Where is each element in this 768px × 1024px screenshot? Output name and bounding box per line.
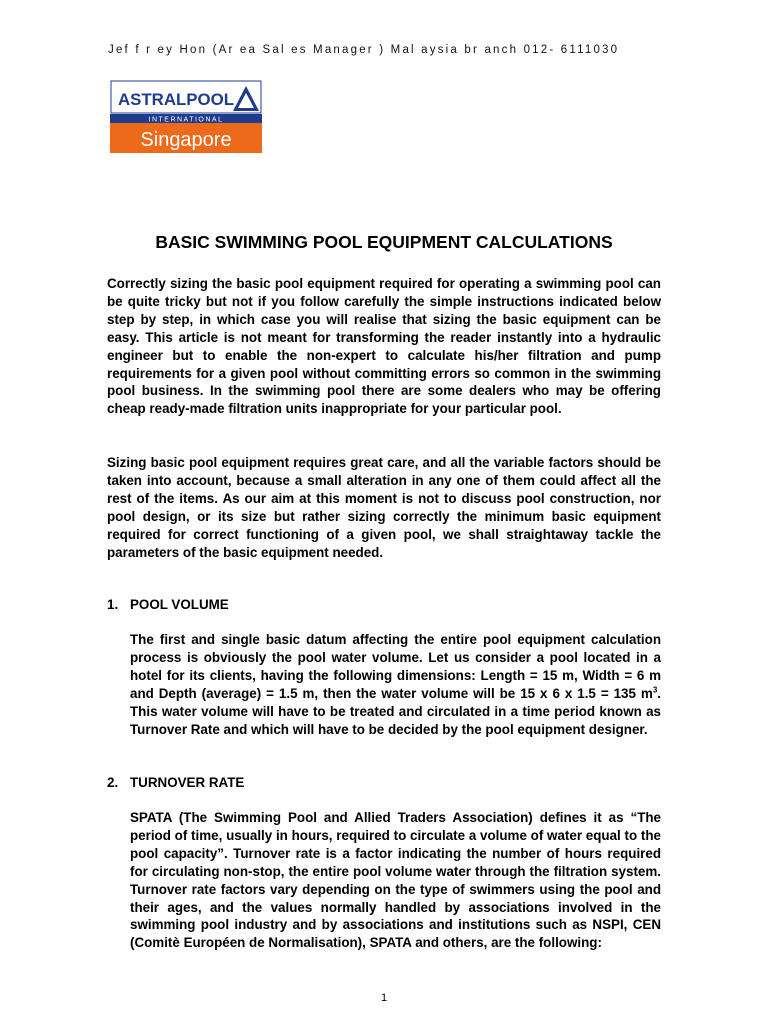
- section-heading-pool-volume: [107, 597, 229, 612]
- cubic-superscript: 3: [652, 685, 658, 695]
- header-contact-line: Jef f r ey Hon (Ar ea Sal es Manager ) Mal aysia br anch 012- 6111030: [108, 44, 620, 56]
- pool-volume-text: The first and single basic datum affecting the entire pool equipment calculation process is obviously the pool water volume. Let us consider a pool located in a hotel for its clients, having the following dimensions: Length = 15 m, Width = 6 m and Depth (average) = 1.5 m, then the water volume will be 15 x 6 x 1.5 = 135 m: [130, 632, 661, 701]
- pool-volume-text-continued: . This water volume will have to be treated and circulated in a time period known as Turnover Rate and which will have to be decided by the pool equipment designer.: [130, 685, 661, 737]
- intro-paragraph-1: Correctly sizing the basic pool equipment required for operating a swimming pool can be quite tricky but not if you follow carefully the simple instructions indicated below step by step, in which case you will realise that sizing the basic equipment can be easy. This article is not meant for transforming the reader instantly into a hydraulic engineer but to enable the non-expert to calculate his/her filtration and pump requirements for a given pool without committing errors so common in the swimming pool business. In the swimming pool there are some dealers who may be offering cheap ready-made filtration units inappropriate for your particular pool.: [107, 276, 661, 417]
- page-number: 1: [380, 992, 388, 1004]
- pool-volume-paragraph: [130, 631, 661, 738]
- logo-subtitle: INTERNATIONAL: [148, 116, 224, 124]
- section-title: TURNOVER RATE: [130, 775, 245, 790]
- intro-paragraph-2: Sizing basic pool equipment requires great care, and all the variable factors should be taken into account, because a small alteration in any one of them could affect all the rest of the items. As our aim at this moment is not to discuss pool construction, nor pool design, or its size but rather sizing correctly the minimum basic equipment required for correct functioning of a given pool, we shall straightaway tackle the parameters of the basic equipment needed.: [107, 455, 661, 560]
- astralpool-logo: [110, 80, 262, 153]
- turnover-rate-paragraph: SPATA (The Swimming Pool and Allied Traders Association) defines it as “The period of time, usually in hours, required to circulate a volume of water equal to the pool capacity”. Turnover rate is a factor indicating the number of hours required for circulating non-stop, the entire pool volume water through the filtration system. Turnover rate factors vary depending on the type of swimmers using the pool and their ages, and the values normally handled by associations involved in the swimming pool industry and by associations and institutions such as NSPI, CEN (Comitè Européen de Normalisation), SPATA and others, are the following:: [130, 810, 661, 951]
- section-title: POOL VOLUME: [130, 597, 229, 612]
- logo-region: Singapore: [140, 129, 232, 151]
- section-heading-turnover-rate: [107, 775, 244, 790]
- page-title: BASIC SWIMMING POOL EQUIPMENT CALCULATIONS: [155, 232, 613, 252]
- section-number: 2.: [107, 775, 119, 790]
- logo-brand: ASTRALPOOL: [118, 90, 234, 109]
- section-number: 1.: [107, 597, 119, 612]
